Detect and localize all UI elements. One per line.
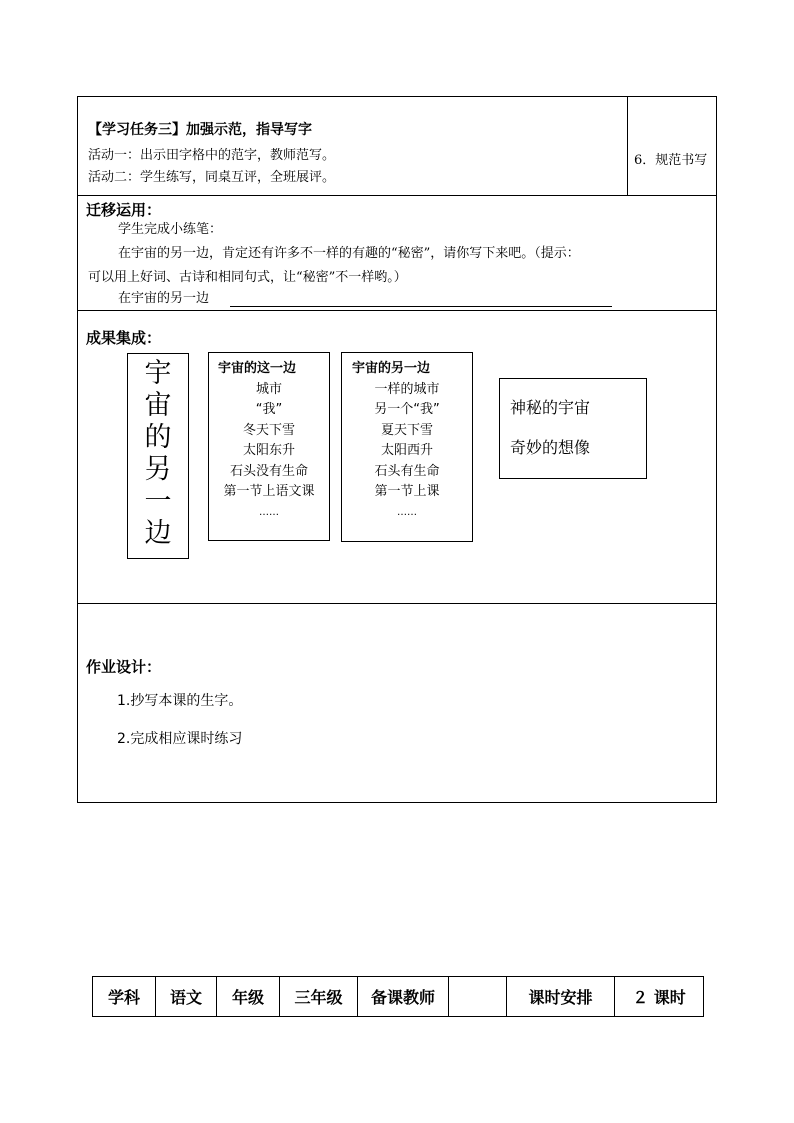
side-note: 6．规范书写 xyxy=(634,153,708,168)
summary-line: 神秘的宇宙 xyxy=(510,398,591,417)
list-item: 第一节上语文课 xyxy=(223,484,315,499)
list-item: 石头有生命 xyxy=(374,463,440,479)
grade-value: 三年级 xyxy=(280,977,358,1017)
list-item: 太阳西升 xyxy=(380,443,433,458)
list-item: …… xyxy=(397,506,417,518)
task3-heading: 【学习任务三】加强示范，指导写字 xyxy=(88,122,312,138)
list-item: 夏天下雪 xyxy=(380,422,433,438)
vertical-char: 的 xyxy=(144,422,172,453)
list-item: “我” xyxy=(255,402,283,417)
homework-item-1: 1.抄写本课的生字。 xyxy=(117,693,243,709)
writing-blank-line xyxy=(230,306,612,307)
lesson-info-table xyxy=(92,976,704,1017)
schedule-label: 课时安排 xyxy=(507,977,615,1017)
summary-box xyxy=(499,378,647,479)
vertical-char: 另 xyxy=(144,454,172,485)
list-item: 石头没有生命 xyxy=(229,463,308,479)
transfer-heading: 迁移运用： xyxy=(86,201,162,219)
teacher-value xyxy=(449,977,507,1017)
homework-heading: 作业设计： xyxy=(86,658,162,676)
vertical-title-box xyxy=(127,353,189,559)
grade-label: 年级 xyxy=(217,977,280,1017)
summary-line: 奇妙的想像 xyxy=(510,438,591,457)
list-item: …… xyxy=(259,506,279,518)
vertical-char: 边 xyxy=(144,518,172,549)
list-item: 城市 xyxy=(255,381,282,397)
transfer-line2: 在宇宙的另一边，肯定还有许多不一样的有趣的“秘密”，请你写下来吧。（提示： xyxy=(118,246,580,261)
list-item: 太阳东升 xyxy=(242,443,295,458)
transfer-line1: 学生完成小练笔： xyxy=(118,222,223,237)
results-heading: 成果集成： xyxy=(86,329,162,347)
list-item: 冬天下雪 xyxy=(242,422,295,438)
activity1-text: 活动一：出示田字格中的范字，教师范写。 xyxy=(88,148,336,163)
list-item: 另一个“我” xyxy=(374,402,440,417)
transfer-line3: 可以用上好词、古诗和相同句式，让“秘密”不一样哟。） xyxy=(88,270,407,285)
vertical-char: 宙 xyxy=(144,390,172,421)
this-side-title: 宇宙的这一边 xyxy=(218,361,297,376)
other-side-title: 宇宙的另一边 xyxy=(352,361,431,376)
activity2-text: 活动二：学生练写，同桌互评，全班展评。 xyxy=(88,170,336,185)
subject-label: 学科 xyxy=(93,977,156,1017)
this-side-box xyxy=(208,352,330,541)
vertical-char: 一 xyxy=(144,486,172,517)
list-item: 第一节上课 xyxy=(374,484,440,499)
schedule-value: ２ 课时 xyxy=(615,977,704,1017)
teacher-label: 备课教师 xyxy=(358,977,449,1017)
transfer-line4: 在宇宙的另一边 xyxy=(118,291,210,306)
subject-value: 语文 xyxy=(156,977,217,1017)
list-item: 一样的城市 xyxy=(374,381,440,397)
vertical-char: 宇 xyxy=(144,358,172,389)
homework-item-2: 2.完成相应课时练习 xyxy=(117,731,243,747)
other-side-box xyxy=(341,352,473,542)
